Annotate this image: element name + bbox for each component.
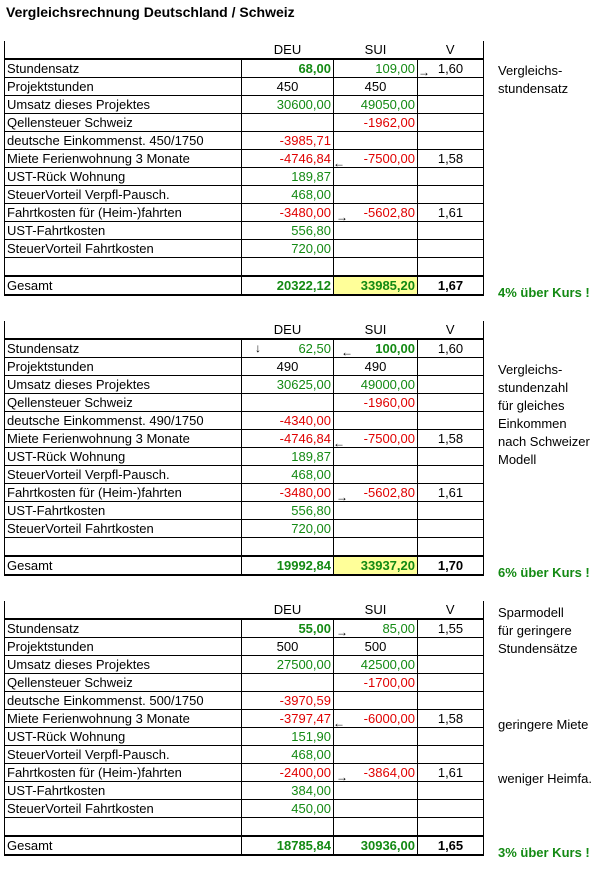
total-sui: 33985,20 [334, 276, 418, 295]
row-label: UST-Fahrtkosten [5, 222, 242, 240]
side-note-line: für geringere [498, 623, 572, 638]
total-sui: 33937,20 [334, 556, 418, 575]
cell-deu: 556,80 [242, 502, 334, 520]
cell-v [418, 222, 484, 240]
cell-sui: 490 [334, 358, 418, 376]
cell-deu: 468,00 [242, 466, 334, 484]
empty-cell [334, 538, 418, 557]
header-sui: SUI [334, 601, 418, 619]
row-label: UST-Fahrtkosten [5, 782, 242, 800]
cell-sui: 100,00 [334, 339, 418, 358]
cell-sui [334, 520, 418, 538]
cell-v [418, 186, 484, 204]
side-note-line: Vergleichs- [498, 63, 563, 78]
cell-sui: -5602,80 [334, 204, 418, 222]
verdict-2: 6% über Kurs ! [498, 565, 590, 580]
cell-sui [334, 240, 418, 258]
total-sui: 30936,00 [334, 836, 418, 855]
cell-deu: -2400,00 [242, 764, 334, 782]
page-title: Vergleichsrechnung Deutschland / Schweiz [6, 4, 295, 20]
cell-v [418, 692, 484, 710]
cell-v [418, 466, 484, 484]
cell-sui [334, 222, 418, 240]
row-label: Qellensteuer Schweiz [5, 394, 242, 412]
row-label: Fahrtkosten für (Heim-)fahrten [5, 764, 242, 782]
cell-sui: 49050,00 [334, 96, 418, 114]
total-deu: 20322,12 [242, 276, 334, 295]
arrow-down-icon: ↓ [255, 341, 261, 355]
cell-v [418, 132, 484, 150]
side-note-3 [498, 604, 578, 658]
row-label: Stundensatz [5, 619, 242, 638]
side-note-line: Stundensätze [498, 641, 578, 656]
empty-cell [334, 818, 418, 837]
empty-cell [5, 818, 242, 837]
empty-cell [242, 258, 334, 277]
side-note-line: stundenzahl [498, 380, 569, 395]
row-label: Qellensteuer Schweiz [5, 114, 242, 132]
empty-cell [334, 258, 418, 277]
row-label: UST-Rück Wohnung [5, 728, 242, 746]
row-label: Fahrtkosten für (Heim-)fahrten [5, 484, 242, 502]
cell-deu: -3985,71 [242, 132, 334, 150]
cell-sui: 49000,00 [334, 376, 418, 394]
cell-sui: 500 [334, 638, 418, 656]
cell-sui [334, 412, 418, 430]
cell-deu: 30625,00 [242, 376, 334, 394]
cell-deu: 55,00 [242, 619, 334, 638]
row-label: Projektstunden [5, 78, 242, 96]
cell-v [418, 728, 484, 746]
cell-sui: -1700,00 [334, 674, 418, 692]
cell-sui: 42500,00 [334, 656, 418, 674]
cell-deu: 468,00 [242, 746, 334, 764]
cell-sui [334, 728, 418, 746]
row-label: Stundensatz [5, 339, 242, 358]
row-label: deutsche Einkommenst. 500/1750 [5, 692, 242, 710]
arrow-left-icon: ← [333, 716, 345, 730]
cell-deu [242, 394, 334, 412]
cell-v: 1,61 [418, 764, 484, 782]
cell-sui [334, 692, 418, 710]
side-note-2 [498, 361, 590, 469]
side-note-line: nach Schweizer [498, 434, 590, 449]
cell-v: 1,61 [418, 484, 484, 502]
cell-sui [334, 186, 418, 204]
header-deu: DEU [242, 321, 334, 339]
cell-deu: 450,00 [242, 800, 334, 818]
cell-sui [334, 466, 418, 484]
row-label: deutsche Einkommenst. 450/1750 [5, 132, 242, 150]
row-label: SteuerVorteil Verpfl-Pausch. [5, 186, 242, 204]
cell-sui: -1960,00 [334, 394, 418, 412]
row-label: Umsatz dieses Projektes [5, 656, 242, 674]
cell-deu: 384,00 [242, 782, 334, 800]
cell-v [418, 782, 484, 800]
arrow-right-icon: → [418, 65, 430, 79]
row-label: Qellensteuer Schweiz [5, 674, 242, 692]
cell-deu: -3480,00 [242, 204, 334, 222]
cell-deu: -4746,84 [242, 150, 334, 168]
total-deu: 19992,84 [242, 556, 334, 575]
arrow-right-icon: → [336, 625, 348, 639]
empty-cell [242, 818, 334, 837]
cell-deu: 30600,00 [242, 96, 334, 114]
comparison-table-1 [4, 41, 484, 296]
side-note-line: Vergleichs- [498, 362, 563, 377]
cell-deu: 151,90 [242, 728, 334, 746]
empty-cell [418, 538, 484, 557]
arrow-left-icon: ← [333, 156, 345, 170]
cell-v [418, 394, 484, 412]
cell-deu: 500 [242, 638, 334, 656]
total-v: 1,70 [418, 556, 484, 575]
cell-deu: 720,00 [242, 240, 334, 258]
row-label: Miete Ferienwohnung 3 Monate [5, 710, 242, 728]
arrow-right-icon: → [336, 490, 348, 504]
row-label: UST-Fahrtkosten [5, 502, 242, 520]
row-label: SteuerVorteil Verpfl-Pausch. [5, 746, 242, 764]
cell-v [418, 96, 484, 114]
empty-cell [5, 538, 242, 557]
header-sui: SUI [334, 41, 418, 59]
cell-v [418, 656, 484, 674]
cell-v [418, 746, 484, 764]
note-rent: geringere Miete [498, 717, 589, 732]
cell-v: 1,58 [418, 710, 484, 728]
cell-v [418, 674, 484, 692]
total-deu: 18785,84 [242, 836, 334, 855]
cell-sui [334, 448, 418, 466]
cell-v [418, 448, 484, 466]
cell-v [418, 502, 484, 520]
header-deu: DEU [242, 601, 334, 619]
verdict-3: 3% über Kurs ! [498, 845, 590, 860]
row-label: Umsatz dieses Projektes [5, 376, 242, 394]
cell-sui [334, 782, 418, 800]
cell-deu: 490 [242, 358, 334, 376]
cell-sui: -5602,80 [334, 484, 418, 502]
cell-sui: -6000,00 [334, 710, 418, 728]
arrow-right-icon: → [336, 770, 348, 784]
empty-cell [242, 538, 334, 557]
cell-sui [334, 132, 418, 150]
arrow-right-icon: → [336, 210, 348, 224]
row-label: Umsatz dieses Projektes [5, 96, 242, 114]
row-label: Miete Ferienwohnung 3 Monate [5, 430, 242, 448]
verdict-1: 4% über Kurs ! [498, 285, 590, 300]
row-label: Projektstunden [5, 638, 242, 656]
side-note-line: Sparmodell [498, 605, 564, 620]
side-note-line: Modell [498, 452, 537, 467]
cell-sui: 85,00 [334, 619, 418, 638]
cell-v [418, 358, 484, 376]
cell-sui: -1962,00 [334, 114, 418, 132]
cell-deu [242, 114, 334, 132]
cell-v: 1,58 [418, 430, 484, 448]
cell-deu: 450 [242, 78, 334, 96]
cell-deu: 468,00 [242, 186, 334, 204]
cell-v [418, 412, 484, 430]
side-note-line: Einkommen [498, 416, 567, 431]
empty-cell [418, 258, 484, 277]
row-label: UST-Rück Wohnung [5, 168, 242, 186]
cell-deu: 556,80 [242, 222, 334, 240]
cell-deu: 189,87 [242, 448, 334, 466]
header-deu: DEU [242, 41, 334, 59]
side-note-line: stundensatz [498, 81, 569, 96]
header-v: V [418, 321, 484, 339]
cell-deu: -3480,00 [242, 484, 334, 502]
cell-v [418, 800, 484, 818]
cell-sui [334, 746, 418, 764]
cell-v [418, 114, 484, 132]
total-label: Gesamt [5, 276, 242, 295]
note-trips: weniger Heimfa. [498, 771, 592, 786]
header-blank [5, 41, 242, 59]
cell-deu: -4340,00 [242, 412, 334, 430]
row-label: deutsche Einkommenst. 490/1750 [5, 412, 242, 430]
comparison-table-2 [4, 321, 484, 576]
cell-deu: 27500,00 [242, 656, 334, 674]
cell-v [418, 376, 484, 394]
cell-deu: 720,00 [242, 520, 334, 538]
cell-v: 1,55 [418, 619, 484, 638]
cell-sui [334, 168, 418, 186]
header-sui: SUI [334, 321, 418, 339]
empty-cell [5, 258, 242, 277]
total-label: Gesamt [5, 556, 242, 575]
header-v: V [418, 41, 484, 59]
header-v: V [418, 601, 484, 619]
header-blank [5, 321, 242, 339]
row-label: Projektstunden [5, 358, 242, 376]
cell-sui: 109,00 [334, 59, 418, 78]
row-label: SteuerVorteil Fahrtkosten [5, 800, 242, 818]
cell-sui: -7500,00 [334, 150, 418, 168]
total-v: 1,65 [418, 836, 484, 855]
row-label: Miete Ferienwohnung 3 Monate [5, 150, 242, 168]
cell-v [418, 240, 484, 258]
cell-v [418, 520, 484, 538]
row-label: UST-Rück Wohnung [5, 448, 242, 466]
side-note-1 [498, 62, 568, 98]
cell-v: 1,60 [418, 339, 484, 358]
cell-sui: -3864,00 [334, 764, 418, 782]
cell-v [418, 638, 484, 656]
cell-sui [334, 800, 418, 818]
cell-sui: -7500,00 [334, 430, 418, 448]
row-label: Stundensatz [5, 59, 242, 78]
cell-deu [242, 674, 334, 692]
cell-v: 1,61 [418, 204, 484, 222]
cell-deu: 62,50 [242, 339, 334, 358]
cell-v: 1,58 [418, 150, 484, 168]
empty-cell [418, 818, 484, 837]
row-label: SteuerVorteil Fahrtkosten [5, 240, 242, 258]
header-blank [5, 601, 242, 619]
total-v: 1,67 [418, 276, 484, 295]
arrow-left-icon: ← [341, 345, 353, 359]
cell-v [418, 168, 484, 186]
row-label: SteuerVorteil Fahrtkosten [5, 520, 242, 538]
comparison-table-3 [4, 601, 484, 856]
cell-sui: 450 [334, 78, 418, 96]
cell-sui [334, 502, 418, 520]
cell-deu: 189,87 [242, 168, 334, 186]
cell-deu: -3797,47 [242, 710, 334, 728]
arrow-left-icon: ← [333, 436, 345, 450]
side-note-line: für gleiches [498, 398, 565, 413]
cell-deu: -4746,84 [242, 430, 334, 448]
row-label: Fahrtkosten für (Heim-)fahrten [5, 204, 242, 222]
cell-deu: 68,00 [242, 59, 334, 78]
cell-v [418, 78, 484, 96]
row-label: SteuerVorteil Verpfl-Pausch. [5, 466, 242, 484]
cell-deu: -3970,59 [242, 692, 334, 710]
cell-v: 1,60 [418, 59, 484, 78]
total-label: Gesamt [5, 836, 242, 855]
